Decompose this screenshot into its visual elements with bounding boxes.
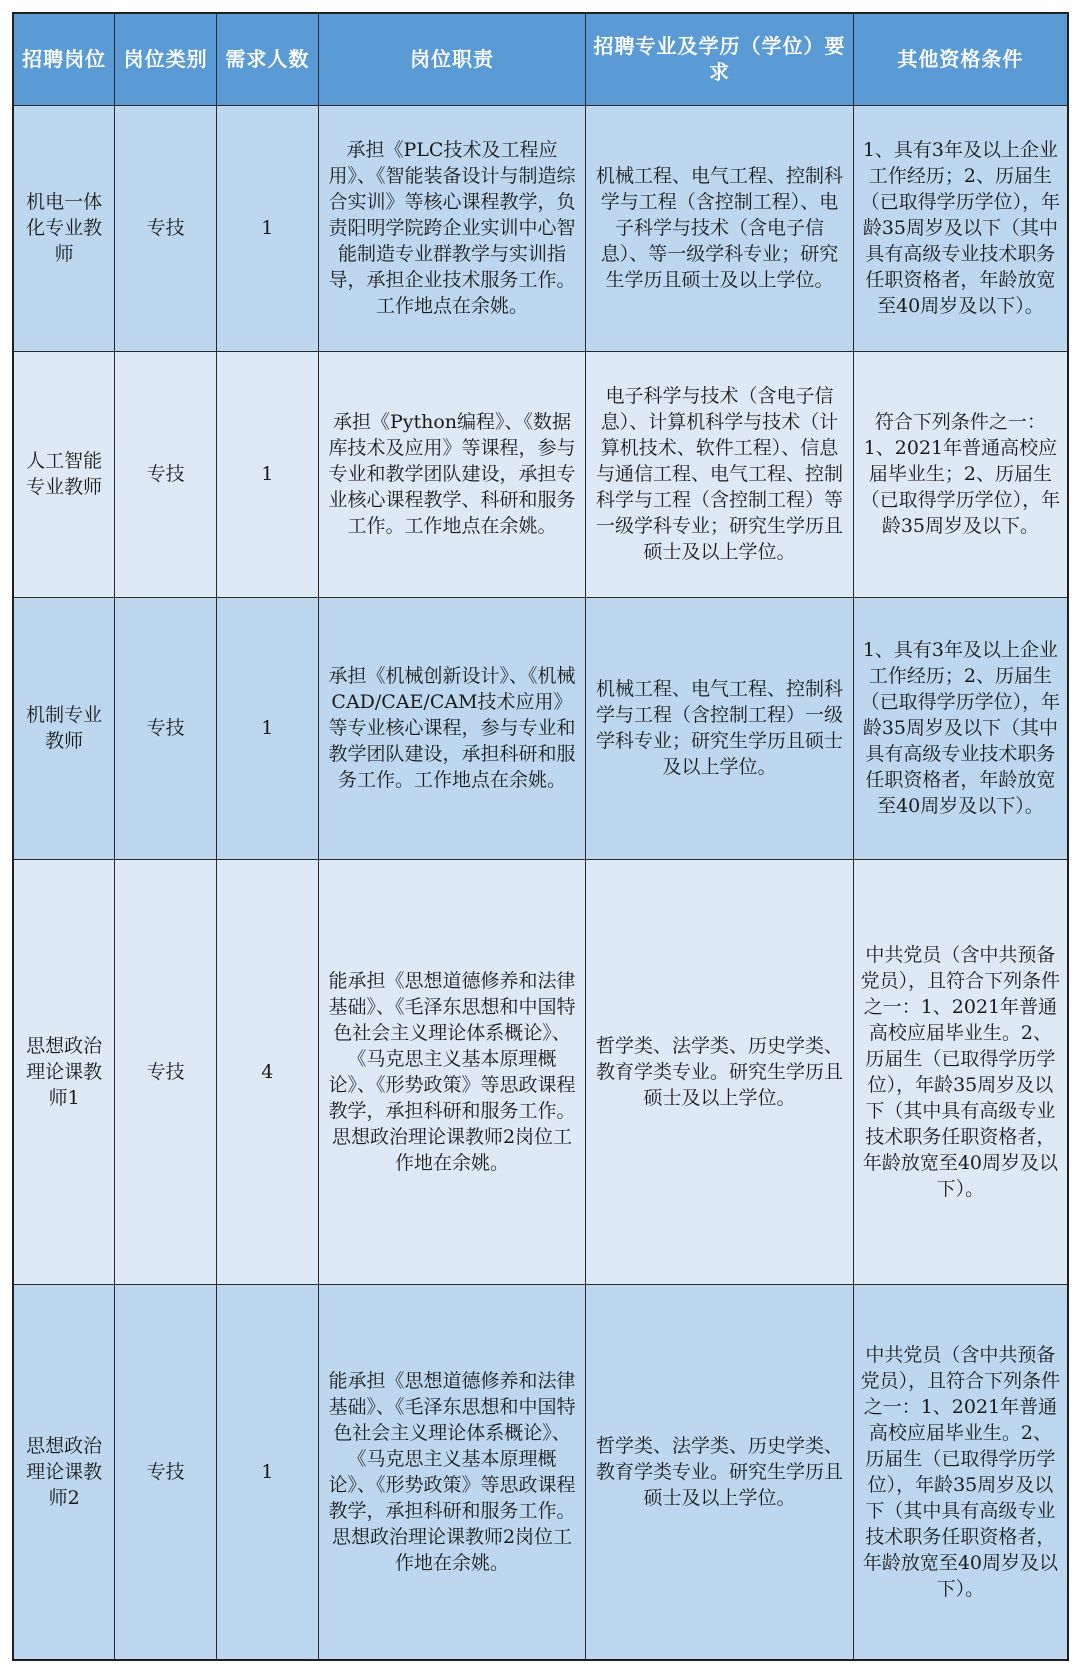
position-cell: 思想政治理论课教师2 [13,1284,115,1660]
position-cell: 机制专业教师 [13,597,115,859]
category-cell: 专技 [115,597,217,859]
category-cell: 专技 [115,1284,217,1660]
requirements-cell: 哲学类、法学类、历史学类、教育学类专业。研究生学历且硕士及以上学位。 [586,859,854,1284]
count-cell: 1 [216,597,318,859]
other-conditions-cell: 1、具有3年及以上企业工作经历；2、历届生（已取得学历学位），年龄35周岁及以下（其中具有高级专业技术职务任职资格者，年龄放宽至40周岁及以下）。 [853,105,1068,351]
other-conditions-cell: 中共党员（含中共预备党员），且符合下列条件之一：1、2021年普通高校应届毕业生。2、历届生（已取得学历学位），年龄35周岁及以下（其中具有高级专业技术职务任职资格者，年龄放宽至40周岁及以下）。 [853,1284,1068,1660]
count-cell: 4 [216,859,318,1284]
table-row [13,597,1068,859]
header-row [13,13,1068,105]
other-conditions-cell: 1、具有3年及以上企业工作经历；2、历届生（已取得学历学位），年龄35周岁及以下（其中具有高级专业技术职务任职资格者，年龄放宽至40周岁及以下）。 [853,597,1068,859]
duties-cell: 承担《机械创新设计》、《机械CAD/CAE/CAM技术应用》等专业核心课程，参与专业和教学团队建设，承担科研和服务工作。工作地点在余姚。 [318,597,586,859]
category-cell: 专技 [115,351,217,597]
requirements-cell: 机械工程、电气工程、控制科学与工程（含控制工程）一级学科专业；研究生学历且硕士及以上学位。 [586,597,854,859]
duties-cell: 承担《Python编程》、《数据库技术及应用》等课程，参与专业和教学团队建设，承担专业核心课程教学、科研和服务工作。工作地点在余姚。 [318,351,586,597]
count-cell: 1 [216,105,318,351]
duties-cell: 能承担《思想道德修养和法律基础》、《毛泽东思想和中国特色社会主义理论体系概论》、《马克思主义基本原理概论》、《形势政策》等思政课程教学，承担科研和服务工作。思想政治理论课教师2岗位工作地在余姚。 [318,859,586,1284]
position-cell: 机电一体化专业教师 [13,105,115,351]
header-requirements: 招聘专业及学历（学位）要求 [586,13,854,105]
duties-cell: 能承担《思想道德修养和法律基础》、《毛泽东思想和中国特色社会主义理论体系概论》、《马克思主义基本原理概论》、《形势政策》等思政课程教学，承担科研和服务工作。思想政治理论课教师2岗位工作地在余姚。 [318,1284,586,1660]
other-conditions-cell: 中共党员（含中共预备党员），且符合下列条件之一：1、2021年普通高校应届毕业生。2、历届生（已取得学历学位），年龄35周岁及以下（其中具有高级专业技术职务任职资格者，年龄放宽至40周岁及以下）。 [853,859,1068,1284]
table-row [13,351,1068,597]
header-category: 岗位类别 [115,13,217,105]
category-cell: 专技 [115,105,217,351]
table-row [13,1284,1068,1660]
position-cell: 人工智能专业教师 [13,351,115,597]
requirements-cell: 机械工程、电气工程、控制科学与工程（含控制工程）、电子科学与技术（含电子信息）、等一级学科专业；研究生学历且硕士及以上学位。 [586,105,854,351]
count-cell: 1 [216,351,318,597]
requirements-cell: 电子科学与技术（含电子信息）、计算机科学与技术（计算机技术、软件工程）、信息与通信工程、电气工程、控制科学与工程（含控制工程）等一级学科专业；研究生学历且硕士及以上学位。 [586,351,854,597]
recruitment-table [12,12,1069,1661]
table-row [13,105,1068,351]
position-cell: 思想政治理论课教师1 [13,859,115,1284]
header-duties: 岗位职责 [318,13,586,105]
count-cell: 1 [216,1284,318,1660]
header-position: 招聘岗位 [13,13,115,105]
header-count: 需求人数 [216,13,318,105]
header-other-conditions: 其他资格条件 [853,13,1068,105]
other-conditions-cell: 符合下列条件之一：1、2021年普通高校应届毕业生；2、历届生（已取得学历学位），年龄35周岁及以下。 [853,351,1068,597]
requirements-cell: 哲学类、法学类、历史学类、教育学类专业。研究生学历且硕士及以上学位。 [586,1284,854,1660]
table-row [13,859,1068,1284]
duties-cell: 承担《PLC技术及工程应用》、《智能装备设计与制造综合实训》等核心课程教学，负责阳明学院跨企业实训中心智能制造专业群教学与实训指导，承担企业技术服务工作。工作地点在余姚。 [318,105,586,351]
category-cell: 专技 [115,859,217,1284]
